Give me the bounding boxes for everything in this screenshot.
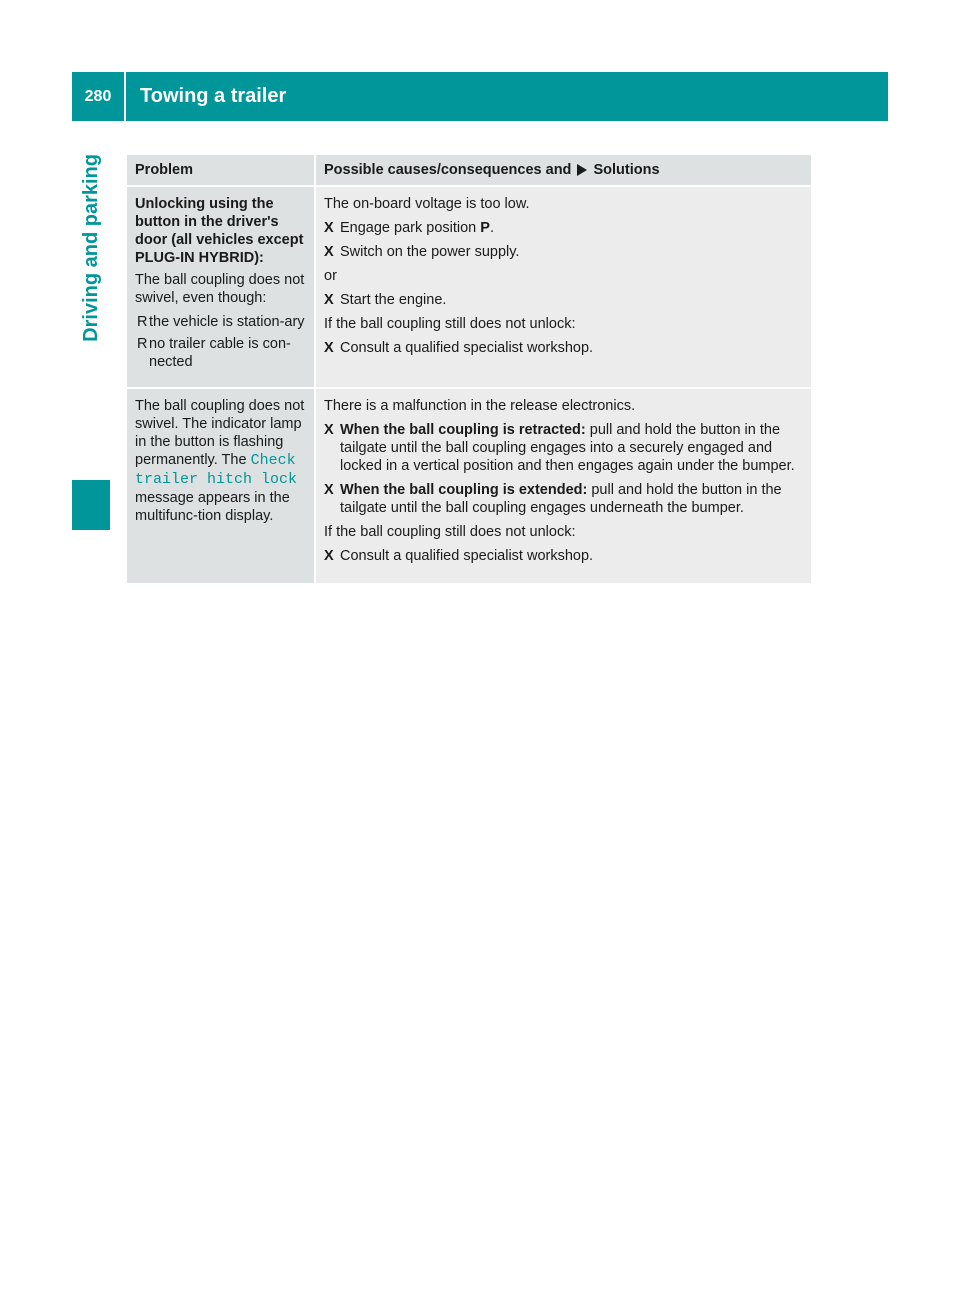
park-position-label: P xyxy=(480,220,490,236)
problem-cell xyxy=(127,388,315,583)
step-arrow-icon: X xyxy=(324,292,334,308)
column-header-problem: Problem xyxy=(127,155,315,186)
step-text: Consult a qualified specialist workshop. xyxy=(340,340,594,356)
step-arrow-icon: X xyxy=(324,482,334,498)
step-text: pull and hold the button in the tailgate until the ball coupling engages into a securely engaged and locked in a vertical position and then engages again under the bumper. xyxy=(340,422,795,474)
page-header xyxy=(72,72,888,121)
step-arrow-icon: X xyxy=(324,422,334,438)
play-arrow-icon xyxy=(577,164,587,176)
solutions-header-prefix: Possible causes/consequences and xyxy=(324,162,572,178)
step-text: Start the engine. xyxy=(340,292,447,308)
step-item xyxy=(324,243,803,261)
step-arrow-icon: X xyxy=(324,548,334,564)
message-suffix: message appears in the multifunc-tion display. xyxy=(135,490,290,524)
step-item xyxy=(324,219,803,237)
bullet-text: no trailer cable is con-nected xyxy=(149,336,291,370)
chapter-side-tab xyxy=(72,150,110,530)
or-text: or xyxy=(324,268,337,284)
problem-cell xyxy=(127,186,315,388)
solutions-header-suffix: Solutions xyxy=(593,162,660,178)
step-arrow-icon: X xyxy=(324,340,334,356)
list-item xyxy=(135,335,306,371)
problem-description: The ball coupling does not swivel. The indicator lamp in the button is flashing permanently. xyxy=(135,398,305,468)
still-text: If the ball coupling still does not unlock: xyxy=(324,316,576,332)
step-arrow-icon: X xyxy=(324,244,334,260)
troubleshooting-table xyxy=(127,155,811,583)
cause-text: There is a malfunction in the release electronics. xyxy=(324,398,636,414)
cause-text: The on-board voltage is too low. xyxy=(324,196,530,212)
chapter-marker xyxy=(72,480,110,530)
display-message: Check trailer hitch lock xyxy=(135,452,298,488)
table-header-row xyxy=(127,155,811,186)
problem-text: The ball coupling does not swivel, even though: xyxy=(135,272,305,306)
solution-cell xyxy=(315,388,811,583)
still-text: If the ball coupling still does not unlock: xyxy=(324,524,576,540)
list-item xyxy=(135,313,306,331)
chapter-label: Driving and parking xyxy=(79,154,102,342)
step-text-end: . xyxy=(489,220,494,236)
bullet-text: the vehicle is station-ary xyxy=(149,314,305,330)
step-item xyxy=(324,481,803,517)
bullet-icon: R xyxy=(137,336,148,352)
column-header-solutions xyxy=(315,155,811,186)
step-item xyxy=(324,421,803,475)
step-text: Engage park position xyxy=(340,220,477,236)
step-text: pull and hold the button in the tailgate until the ball coupling engages underneath the bumper. xyxy=(340,482,782,516)
step-text: Consult a qualified specialist workshop. xyxy=(340,548,594,564)
step-text: Switch on the power supply. xyxy=(340,244,520,260)
solution-cell xyxy=(315,186,811,388)
section-title: Towing a trailer xyxy=(140,85,287,107)
page-number: 280 xyxy=(72,72,126,121)
step-condition: When the ball coupling is retracted: xyxy=(340,422,586,438)
problem-title: Unlocking using the button in the driver's door (all vehicles except PLUG-IN HYBRID): xyxy=(135,196,304,266)
step-item xyxy=(324,291,803,309)
bullet-icon: R xyxy=(137,314,148,330)
step-item xyxy=(324,339,803,357)
the-word: The xyxy=(221,452,247,468)
problem-text xyxy=(135,397,306,525)
table-row xyxy=(127,388,811,583)
step-condition: When the ball coupling is extended: xyxy=(340,482,588,498)
table-row xyxy=(127,186,811,388)
step-item xyxy=(324,547,803,565)
step-arrow-icon: X xyxy=(324,220,334,236)
